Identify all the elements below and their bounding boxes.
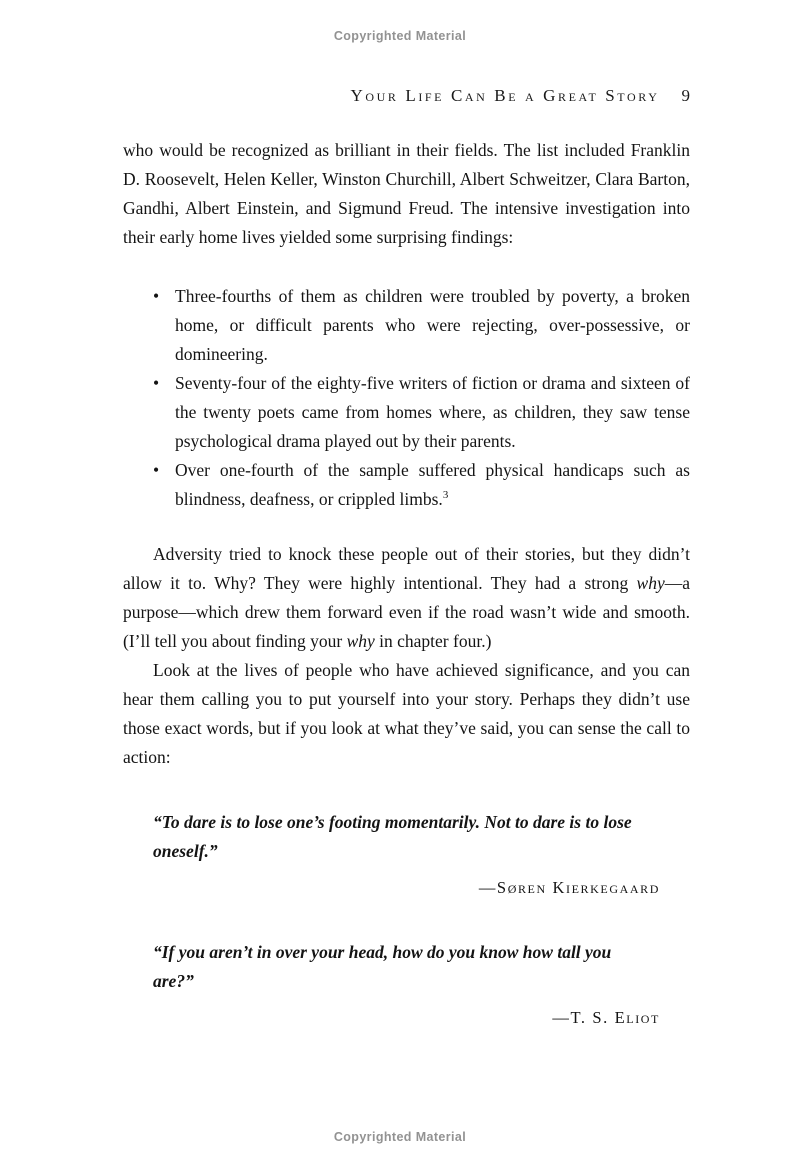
- paragraph: [123, 540, 690, 656]
- paragraph-text: Adversity tried to knock these people out of their stories, but they didn’t allow it to. Why? They were highly intentional. They had a strong: [123, 544, 690, 593]
- page-number: 9: [681, 86, 690, 105]
- quote-text: “If you aren’t in over your head, how do you know how tall you are?”: [153, 942, 612, 991]
- paragraph: Look at the lives of people who have achieved significance, and you can hear them calling you to put yourself into your story. Perhaps they didn’t use those exact words, but if you look at what they’ve said, you can sense the call to action:: [123, 660, 690, 767]
- paragraph-text: —a purpose—which drew them forward even if the road wasn’t wide and smooth. (I’ll tell you about finding your: [123, 573, 690, 651]
- bullet-text: Three-fourths of them as children were troubled by poverty, a broken home, or difficult parents who were rejecting, over-possessive, or domineering.: [175, 286, 690, 364]
- italic-word: why: [636, 573, 665, 593]
- paragraph-continuation: who would be recognized as brilliant in their fields. The list included Franklin D. Roosevelt, Helen Keller, Winston Churchill, Albert Schweitzer, Clara Barton, Gandhi, Albert Einstein, and Sigmund Freud. The intensive investigation into their early home lives yielded some surprising findings:: [123, 140, 690, 247]
- page-body: [123, 136, 690, 1032]
- bullet-item: [123, 456, 690, 514]
- bullet-item: [123, 369, 690, 456]
- italic-word: why: [346, 631, 375, 651]
- quote-block: [153, 938, 690, 1032]
- bullet-list: [123, 282, 690, 514]
- footnote-reference: 3: [442, 489, 449, 502]
- running-header: [123, 86, 690, 106]
- bullet-text: Over one-fourth of the sample suffered physical handicaps such as blindness, deafness, or crippled limbs.: [175, 460, 690, 509]
- header-title: Your Life Can Be a Great Story: [350, 86, 660, 105]
- quote-attribution: —Søren Kierkegaard: [478, 878, 660, 897]
- bullet-text: Seventy-four of the eighty-five writers of fiction or drama and sixteen of the twenty poets came from homes where, as children, they saw tense psychological drama played out by their parents.: [175, 373, 690, 451]
- quote-block: [153, 808, 690, 902]
- copyright-notice-top: Copyrighted Material: [333, 29, 467, 43]
- copyright-notice-bottom: Copyrighted Material: [333, 1130, 467, 1144]
- bullet-item: [123, 282, 690, 369]
- paragraph-text: in chapter four.): [374, 631, 492, 651]
- quote-text: “To dare is to lose one’s footing momentarily. Not to dare is to lose oneself.”: [153, 812, 632, 861]
- quote-attribution: —T. S. Eliot: [552, 1008, 660, 1027]
